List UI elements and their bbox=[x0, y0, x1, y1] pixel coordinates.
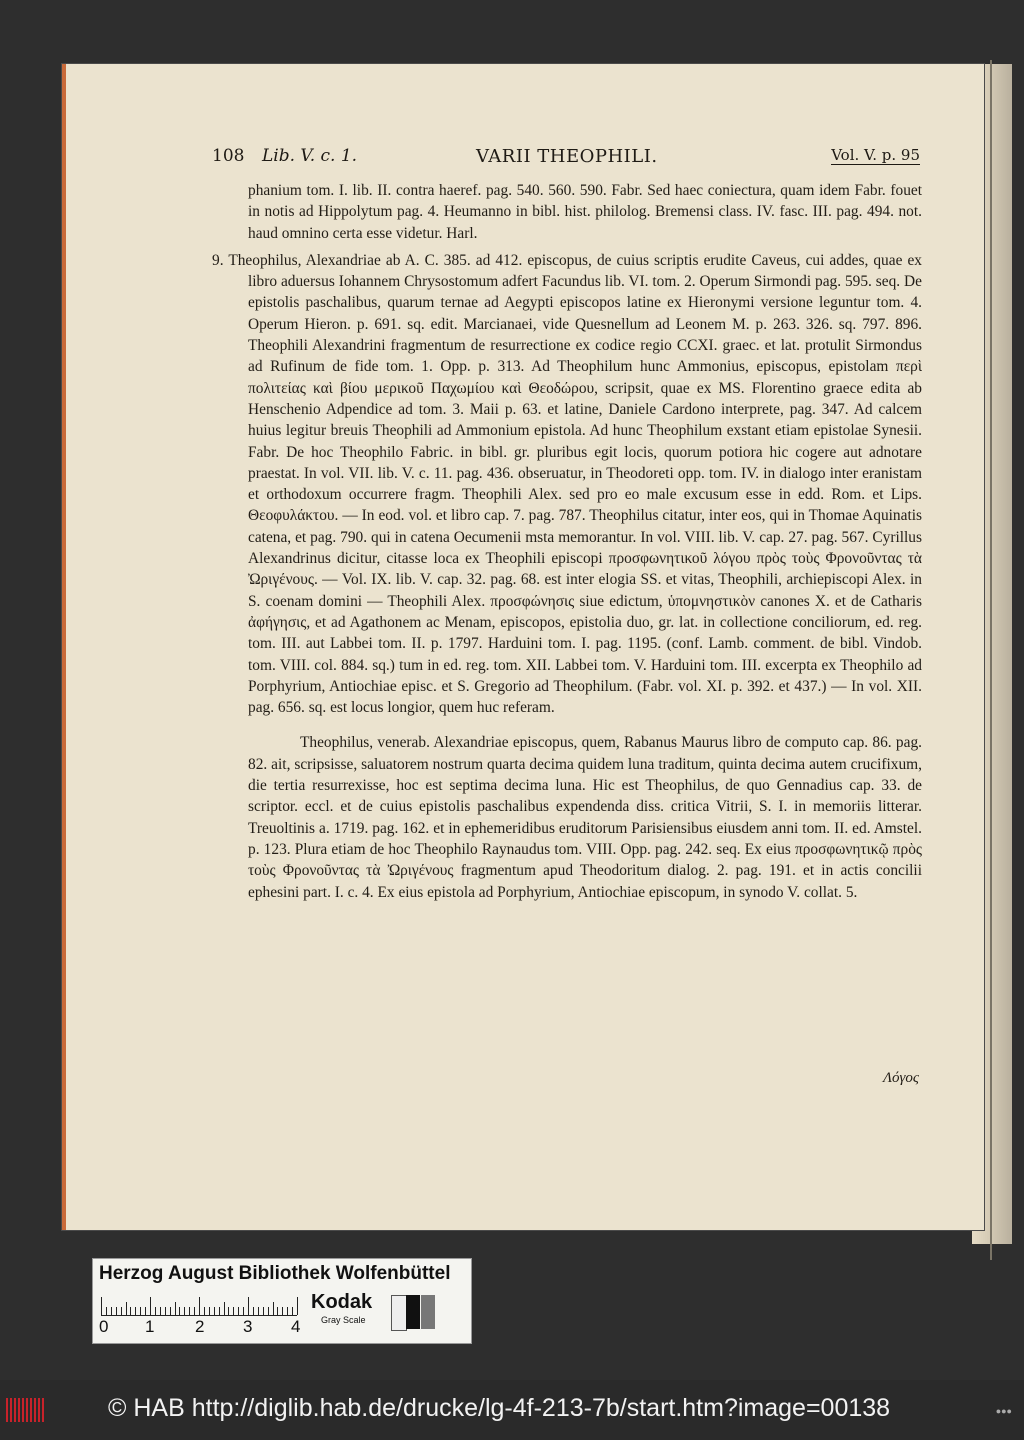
ruler-tick bbox=[238, 1307, 239, 1315]
page-number: 108 bbox=[212, 146, 245, 166]
paragraph: 9. Theophilus, Alexandriae ab A. C. 385. ad 412. episcopus, de cuius scriptis erudite Caveus, cui addes, quae ex libro aduersus Iohannem Chrysostomum adfert Facundus lib. VI. tom. 2. Operum Sirmondi pag. 595. seq. De epistolis paschalibus, quarum ternae ad Aegypti episcopos latine ex Hieronymi versione leguntur tom. 4. Operum Hieron. p. 691. sq. edit. Marcianaei, vide Quesnellum ad Leonem M. p. 263. 326. sq. 797. 896. Theophili Alexandrini fragmentum de resurrectione ex codice regio CCXI. graec. et lat. protulit Sirmondus ad Rufinum de fide tom. 1. Opp. p. 313. Ad Theophilum hunc Ammonius, episcopus, epistolam περὶ πολιτείας καὶ βίου μερικοῦ Παχωμίου καὶ Θεοδώρου, scripsit, quae ex MS. Florentino graece edita ab Henschenio Adpendice ad tom. 3. Maii p. 63. et latine, Daniele Cardono interprete, pag. 347. Ad calcem huius legitur breuis Theophili ad Ammonium epistola. Ad hunc Theophilum exstant etiam epistolae Synesii. Fabr. De hoc Theophilo Fabric. in bibl. gr. pluribus egit locis, quorum potiora hic cogere aut adnotare praestat. In vol. VII. lib. V. c. 11. pag. 436. obseruatur, in Theodoreti opp. tom. IV. in dialogo inter eranistam et orthodoxum occurrere fragm. Theophili Alex. sed pro eo male excusum esse in edd. Rom. et Lips. Θεοφυλάκτου. — In eod. vol. et libro cap. 7. pag. 787. Theophilus citatur, inter eos, qui in Thomae Aquinatis catena, et pag. 790. qui in catena Oecumenii msta memorantur. In vol. VIII. lib. V. cap. 27. pag. 567. Cyrillus Alexandrinus dicitur, citasse loca ex Theophili episcopi προσφωνητικοῦ λόγου πρὸς τοὺς Φρονοῦντας τὰ Ὠριγένους. — Vol. IX. lib. V. cap. 32. pag. 68. est inter elogia SS. et vitas, Theophili, archiepiscopi Alex. in S. coenam domini — Theophili Alex. προσφώνησις siue edictum, ὑπομνηστικὸν canones X. et de Catharis ἀφήγησις, et ad Agathonem ac Menam, episcopos, epistolia duo, gr. lat. in collectione conciliorum, ed. reg. tom. III. aut Labbei tom. II. p. 1797. Harduini tom. I. pag. 1195. (conf. Lamb. comment. de bibl. Vindob. tom. VIII. col. 884. sq.) tum in ed. reg. tom. XII. Labbei tom. V. Harduini tom. III. excerpta ex Theophilo ad Porphyrium, Antiochiae episc. et S. Gregorio ad Theophilum. (Fabr. vol. XI. p. 392. et 437.) — In vol. XII. pag. 656. sq. est locus longior, quem huc referam. bbox=[212, 251, 922, 717]
ruler-tick bbox=[170, 1307, 171, 1315]
ruler-number: 3 bbox=[243, 1317, 253, 1336]
scale-ruler bbox=[101, 1295, 297, 1316]
hab-logo-icon bbox=[6, 1398, 44, 1422]
gray-swatch-white bbox=[391, 1295, 407, 1331]
ruler-tick bbox=[292, 1307, 293, 1315]
footer-dots: ●●● bbox=[995, 1406, 1012, 1416]
ruler-tick bbox=[175, 1302, 176, 1315]
gutter-line bbox=[990, 60, 992, 1260]
ruler-tick bbox=[228, 1307, 229, 1315]
gray-swatch-black bbox=[406, 1295, 420, 1329]
ruler-tick bbox=[297, 1297, 298, 1315]
ruler-tick bbox=[233, 1307, 234, 1315]
ruler-tick bbox=[277, 1307, 278, 1315]
ruler-tick bbox=[121, 1307, 122, 1315]
ruler-tick bbox=[179, 1307, 180, 1315]
library-label bbox=[92, 1258, 472, 1344]
ruler-tick bbox=[204, 1307, 205, 1315]
ruler-tick bbox=[287, 1307, 288, 1315]
section-ref: Lib. V. c. 1. bbox=[262, 146, 358, 166]
ruler-number: 0 bbox=[99, 1317, 109, 1336]
ruler-tick bbox=[263, 1307, 264, 1315]
gray-swatch-mid bbox=[421, 1295, 435, 1329]
ruler-tick bbox=[106, 1307, 107, 1315]
ruler-tick bbox=[273, 1302, 274, 1315]
paragraph: phanium tom. I. lib. II. contra haeref. pag. 540. 560. 590. Fabr. Sed haec coniectura, quam idem Fabr. fouet in notis ad Hippolytum pag. 4. Heumanno in bibl. hist. philolog. Bremensi class. IV. fasc. III. pag. 494. not. haud omnino certa esse videtur. Harl. bbox=[248, 182, 922, 242]
ruler-tick bbox=[116, 1307, 117, 1315]
paragraph: Theophilus, venerab. Alexandriae episcopus, quem, Rabanus Maurus libro de computo cap. 86. pag. 82. ait, scripsisse, saluatorem nostrum quarta decima quidem luna traditum, quinta decima autem crucifixum, die tertia resurrexisse, hoc est septima decima luna. Hic est Theophilus, de quo Gennadius cap. 33. de scriptor. eccl. et de cuius epistolis paschalibus expendenda diss. critica Vitrii, S. I. in memoriis litterar. Treuoltinis a. 1719. pag. 162. et in ephemeridibus eruditorum Parisiensibus eiusdem anni tom. II. ed. Amstel. p. 123. Plura etiam de hoc Theophilo Raynaudus tom. VIII. Opp. pag. 242. seq. Ex eius προσφωνητικῷ πρὸς τοὺς Φρονοῦντας τὰ Ὠριγένους fragmentum apud Theodoritum dialog. 2. pag. 191. et in actis concilii ephesini part. I. c. 4. Ex eius epistola ad Porphyrium, Antiochiae episcopum, in synodo V. collat. 5. bbox=[248, 734, 922, 901]
ruler-number: 2 bbox=[195, 1317, 205, 1336]
ruler-number: 4 bbox=[291, 1317, 301, 1336]
ruler-tick bbox=[209, 1307, 210, 1315]
ruler-tick bbox=[135, 1307, 136, 1315]
ruler-tick bbox=[155, 1307, 156, 1315]
ruler-tick bbox=[214, 1307, 215, 1315]
running-header bbox=[212, 146, 920, 176]
ruler-tick bbox=[130, 1307, 131, 1315]
ruler-tick bbox=[184, 1307, 185, 1315]
page-text bbox=[212, 180, 922, 903]
ruler-tick bbox=[199, 1297, 200, 1315]
ruler-tick bbox=[101, 1297, 102, 1315]
ruler-tick bbox=[160, 1307, 161, 1315]
copyright-url[interactable]: © HAB http://diglib.hab.de/drucke/lg-4f-213-7b/start.htm?image=00138 bbox=[108, 1394, 891, 1422]
ruler-tick bbox=[150, 1297, 151, 1315]
ruler-tick bbox=[140, 1307, 141, 1315]
volume-ref: Vol. V. p. 95 bbox=[831, 146, 920, 164]
institution-name: Herzog August Bibliothek Wolfenbüttel bbox=[99, 1263, 451, 1284]
gray-scale-label: Gray Scale bbox=[321, 1315, 366, 1325]
ruler-tick bbox=[194, 1307, 195, 1315]
ruler-tick bbox=[111, 1307, 112, 1315]
ruler-number: 1 bbox=[145, 1317, 155, 1336]
ruler-tick bbox=[248, 1297, 249, 1315]
ruler-tick bbox=[243, 1307, 244, 1315]
ruler-tick bbox=[282, 1307, 283, 1315]
footer-bar bbox=[0, 1380, 1024, 1440]
running-title: VARII THEOPHILI. bbox=[476, 146, 658, 167]
ruler-tick bbox=[224, 1302, 225, 1315]
ruler-tick bbox=[189, 1307, 190, 1315]
ruler-tick bbox=[268, 1307, 269, 1315]
ruler-tick bbox=[145, 1307, 146, 1315]
ruler-tick bbox=[126, 1302, 127, 1315]
ruler-tick bbox=[253, 1307, 254, 1315]
ruler-tick bbox=[258, 1307, 259, 1315]
catchword: Λόγος bbox=[882, 1070, 919, 1086]
kodak-logo: Kodak bbox=[311, 1291, 373, 1313]
ruler-tick bbox=[165, 1307, 166, 1315]
ruler-tick bbox=[219, 1307, 220, 1315]
